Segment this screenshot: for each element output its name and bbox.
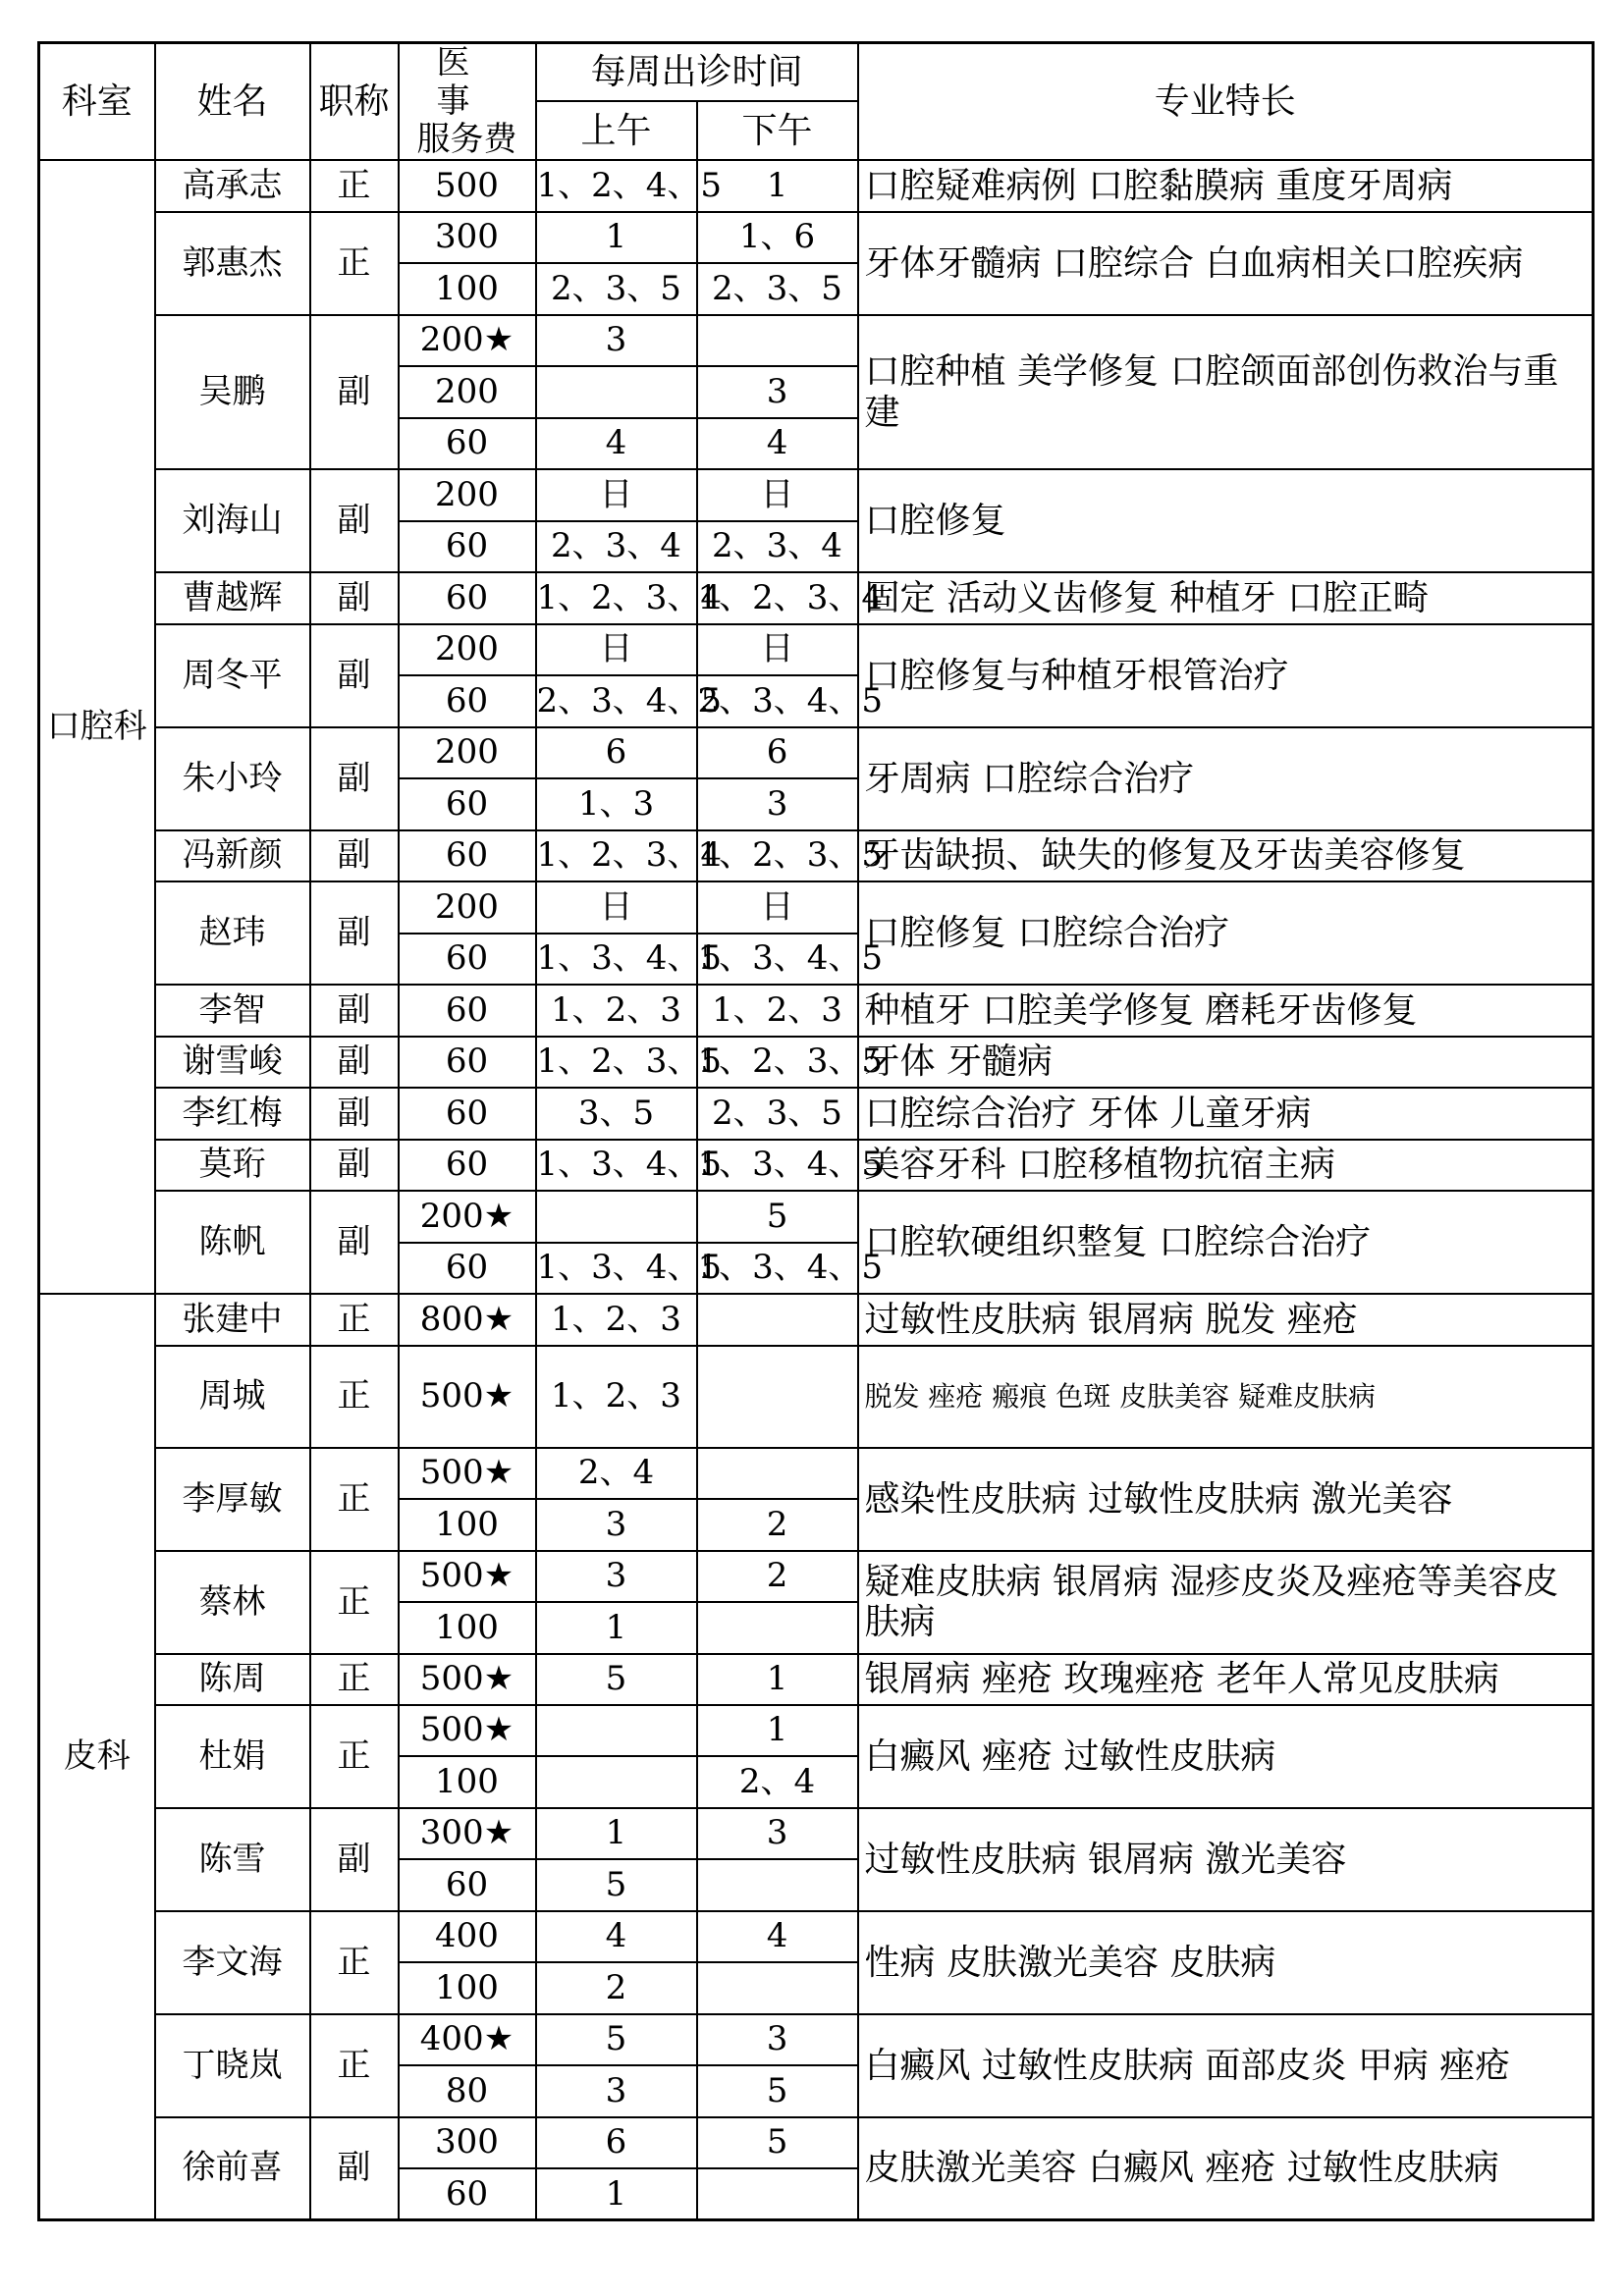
fee-cell: 500★ [399, 1654, 536, 1705]
pm-schedule-cell: 2、3、4、5 [697, 675, 858, 727]
table-row [39, 1448, 1594, 1500]
fee-cell: 300 [399, 2117, 536, 2169]
fee-cell: 60 [399, 521, 536, 573]
pm-schedule-cell [697, 1346, 858, 1448]
table-row [39, 985, 1594, 1037]
pm-schedule-cell: 4 [697, 418, 858, 470]
doctor-title: 副 [310, 572, 399, 624]
fee-cell: 60 [399, 778, 536, 830]
doctor-name: 徐前喜 [155, 2117, 310, 2220]
specialty-cell: 口腔软硬组织整复 口腔综合治疗 [858, 1191, 1594, 1294]
header-pm: 下午 [697, 101, 858, 160]
pm-schedule-cell: 2、4 [697, 1756, 858, 1808]
table-row [39, 830, 1594, 882]
table-row [39, 469, 1594, 521]
specialty-cell: 口腔疑难病例 口腔黏膜病 重度牙周病 [858, 160, 1594, 212]
specialty-cell: 感染性皮肤病 过敏性皮肤病 激光美容 [858, 1448, 1594, 1551]
specialty-cell: 性病 皮肤激光美容 皮肤病 [858, 1911, 1594, 2014]
pm-schedule-cell: 1、2、3 [697, 985, 858, 1037]
am-schedule-cell: 2、4 [536, 1448, 697, 1500]
pm-schedule-cell: 日 [697, 469, 858, 521]
specialty-cell: 口腔修复与种植牙根管治疗 [858, 624, 1594, 727]
am-schedule-cell: 3、5 [536, 1088, 697, 1140]
pm-schedule-cell: 2 [697, 1551, 858, 1603]
am-schedule-cell: 6 [536, 2117, 697, 2169]
am-schedule-cell: 1、3 [536, 778, 697, 830]
fee-cell: 60 [399, 2168, 536, 2220]
fee-cell: 60 [399, 418, 536, 470]
fee-cell: 60 [399, 1037, 536, 1089]
am-schedule-cell: 2 [536, 1962, 697, 2014]
am-schedule-cell: 3 [536, 1551, 697, 1603]
specialty-cell: 口腔综合治疗 牙体 儿童牙病 [858, 1088, 1594, 1140]
table-row [39, 1551, 1594, 1603]
specialty-cell: 过敏性皮肤病 银屑病 激光美容 [858, 1808, 1594, 1911]
pm-schedule-cell: 2 [697, 1499, 858, 1551]
fee-cell: 100 [399, 1499, 536, 1551]
am-schedule-cell [536, 1705, 697, 1757]
fee-cell: 60 [399, 830, 536, 882]
header-schedule: 每周出诊时间 [536, 43, 858, 102]
doctor-name: 冯新颜 [155, 830, 310, 882]
doctor-title: 副 [310, 830, 399, 882]
am-schedule-cell: 4 [536, 1911, 697, 1963]
fee-cell: 200★ [399, 315, 536, 367]
header-am: 上午 [536, 101, 697, 160]
fee-cell: 100 [399, 1602, 536, 1654]
fee-cell: 400★ [399, 2014, 536, 2066]
pm-schedule-cell: 5 [697, 2117, 858, 2169]
dept-cell: 皮科 [39, 1294, 155, 2220]
am-schedule-cell: 3 [536, 315, 697, 367]
pm-schedule-cell: 5 [697, 2065, 858, 2117]
am-schedule-cell: 1 [536, 212, 697, 264]
am-schedule-cell: 1、2、3、4 [536, 830, 697, 882]
pm-schedule-cell: 日 [697, 881, 858, 934]
doctor-schedule-table [37, 41, 1595, 2221]
doctor-name: 李文海 [155, 1911, 310, 2014]
pm-schedule-cell [697, 1859, 858, 1911]
pm-schedule-cell: 1、2、3、4 [697, 572, 858, 624]
specialty-cell: 脱发 痤疮 瘢痕 色斑 皮肤美容 疑难皮肤病 [858, 1346, 1594, 1448]
pm-schedule-cell [697, 1448, 858, 1500]
fee-cell: 200★ [399, 1191, 536, 1243]
am-schedule-cell: 1、3、4、5 [536, 1243, 697, 1295]
am-schedule-cell: 6 [536, 727, 697, 779]
pm-schedule-cell: 4 [697, 1911, 858, 1963]
table-row [39, 624, 1594, 676]
pm-schedule-cell: 1 [697, 1654, 858, 1705]
am-schedule-cell: 4 [536, 418, 697, 470]
pm-schedule-cell: 5 [697, 1191, 858, 1243]
pm-schedule-cell: 3 [697, 1808, 858, 1860]
doctor-name: 莫珩 [155, 1140, 310, 1192]
specialty-cell: 过敏性皮肤病 银屑病 脱发 痤疮 [858, 1294, 1594, 1346]
doctor-title: 副 [310, 2117, 399, 2220]
am-schedule-cell: 2、3、4、5 [536, 675, 697, 727]
fee-cell: 200 [399, 624, 536, 676]
fee-cell: 60 [399, 985, 536, 1037]
doctor-name: 朱小玲 [155, 727, 310, 830]
table-row [39, 727, 1594, 779]
fee-cell: 500★ [399, 1551, 536, 1603]
pm-schedule-cell: 1、3、4、5 [697, 1243, 858, 1295]
table-row [39, 572, 1594, 624]
table-row [39, 1654, 1594, 1705]
am-schedule-cell: 1 [536, 1808, 697, 1860]
header-specialty: 专业特长 [858, 43, 1594, 161]
doctor-title: 正 [310, 1346, 399, 1448]
doctor-name: 陈周 [155, 1654, 310, 1705]
fee-cell: 80 [399, 2065, 536, 2117]
am-schedule-cell: 1、2、4、5 [536, 160, 697, 212]
doctor-name: 吴鹏 [155, 315, 310, 470]
pm-schedule-cell: 2、3、5 [697, 263, 858, 315]
pm-schedule-cell: 1 [697, 1705, 858, 1757]
table-row [39, 1191, 1594, 1243]
specialty-cell: 皮肤激光美容 白癜风 痤疮 过敏性皮肤病 [858, 2117, 1594, 2220]
am-schedule-cell: 5 [536, 1859, 697, 1911]
fee-cell: 60 [399, 572, 536, 624]
doctor-title: 正 [310, 1551, 399, 1654]
am-schedule-cell: 5 [536, 2014, 697, 2066]
pm-schedule-cell: 1、3、4、5 [697, 1140, 858, 1192]
pm-schedule-cell [697, 1602, 858, 1654]
fee-cell: 60 [399, 675, 536, 727]
table-row [39, 1808, 1594, 1860]
specialty-cell: 口腔种植 美学修复 口腔颌面部创伤救治与重建 [858, 315, 1594, 470]
am-schedule-cell: 1 [536, 1602, 697, 1654]
header-fee [399, 43, 536, 161]
pm-schedule-cell [697, 1294, 858, 1346]
fee-cell: 200 [399, 366, 536, 418]
doctor-name: 李智 [155, 985, 310, 1037]
fee-cell: 100 [399, 1962, 536, 2014]
specialty-cell: 白癜风 痤疮 过敏性皮肤病 [858, 1705, 1594, 1808]
fee-cell: 60 [399, 1140, 536, 1192]
header-title: 职称 [310, 43, 399, 161]
pm-schedule-cell: 6 [697, 727, 858, 779]
doctor-title: 副 [310, 1037, 399, 1089]
fee-cell: 200 [399, 881, 536, 934]
specialty-cell: 种植牙 口腔美学修复 磨耗牙齿修复 [858, 985, 1594, 1037]
pm-schedule-cell: 日 [697, 624, 858, 676]
fee-cell: 60 [399, 1243, 536, 1295]
table-row [39, 1346, 1594, 1448]
am-schedule-cell: 1、2、3 [536, 985, 697, 1037]
doctor-title: 副 [310, 624, 399, 727]
pm-schedule-cell [697, 1962, 858, 2014]
fee-cell: 100 [399, 263, 536, 315]
pm-schedule-cell: 3 [697, 366, 858, 418]
specialty-cell: 牙体牙髓病 口腔综合 白血病相关口腔疾病 [858, 212, 1594, 315]
doctor-name: 周城 [155, 1346, 310, 1448]
am-schedule-cell: 日 [536, 624, 697, 676]
doctor-name: 赵玮 [155, 881, 310, 985]
doctor-title: 正 [310, 1294, 399, 1346]
fee-cell: 500★ [399, 1448, 536, 1500]
am-schedule-cell: 1、3、4、5 [536, 1140, 697, 1192]
doctor-title: 正 [310, 160, 399, 212]
am-schedule-cell [536, 366, 697, 418]
doctor-name: 郭惠杰 [155, 212, 310, 315]
table-row [39, 2117, 1594, 2169]
doctor-title: 正 [310, 1448, 399, 1551]
am-schedule-cell: 1、2、3、5 [536, 1037, 697, 1089]
am-schedule-cell [536, 1191, 697, 1243]
doctor-name: 蔡林 [155, 1551, 310, 1654]
am-schedule-cell: 1 [536, 2168, 697, 2220]
fee-cell: 60 [399, 934, 536, 986]
am-schedule-cell: 日 [536, 469, 697, 521]
pm-schedule-cell: 3 [697, 2014, 858, 2066]
specialty-cell: 白癜风 过敏性皮肤病 面部皮炎 甲病 痤疮 [858, 2014, 1594, 2117]
table-row [39, 1037, 1594, 1089]
doctor-title: 正 [310, 1911, 399, 2014]
am-schedule-cell: 5 [536, 1654, 697, 1705]
header-name: 姓名 [155, 43, 310, 161]
doctor-name: 丁晓岚 [155, 2014, 310, 2117]
doctor-title: 副 [310, 469, 399, 572]
header-dept: 科室 [39, 43, 155, 161]
pm-schedule-cell: 1、2、3、5 [697, 1037, 858, 1089]
doctor-name: 李厚敏 [155, 1448, 310, 1551]
am-schedule-cell: 3 [536, 2065, 697, 2117]
fee-cell: 300 [399, 212, 536, 264]
specialty-cell: 口腔修复 口腔综合治疗 [858, 881, 1594, 985]
table-row [39, 315, 1594, 367]
fee-cell: 800★ [399, 1294, 536, 1346]
doctor-title: 副 [310, 1191, 399, 1294]
pm-schedule-cell [697, 2168, 858, 2220]
doctor-name: 李红梅 [155, 1088, 310, 1140]
table-row [39, 160, 1594, 212]
table-row [39, 1705, 1594, 1757]
fee-cell: 500★ [399, 1346, 536, 1448]
doctor-title: 正 [310, 1654, 399, 1705]
pm-schedule-cell: 1、6 [697, 212, 858, 264]
doctor-title: 副 [310, 1088, 399, 1140]
fee-cell: 500★ [399, 1705, 536, 1757]
doctor-title: 副 [310, 1808, 399, 1911]
fee-cell: 400 [399, 1911, 536, 1963]
specialty-cell: 银屑病 痤疮 玫瑰痤疮 老年人常见皮肤病 [858, 1654, 1594, 1705]
table-body [39, 160, 1594, 2220]
am-schedule-cell: 1、3、4、5 [536, 934, 697, 986]
fee-cell: 200 [399, 727, 536, 779]
table-row [39, 881, 1594, 934]
doctor-title: 正 [310, 212, 399, 315]
doctor-name: 张建中 [155, 1294, 310, 1346]
specialty-cell: 牙齿缺损、缺失的修复及牙齿美容修复 [858, 830, 1594, 882]
doctor-title: 副 [310, 985, 399, 1037]
table-row [39, 1088, 1594, 1140]
fee-cell: 200 [399, 469, 536, 521]
am-schedule-cell: 1、2、3、4 [536, 572, 697, 624]
am-schedule-cell: 3 [536, 1499, 697, 1551]
specialty-cell: 口腔修复 [858, 469, 1594, 572]
fee-cell: 60 [399, 1859, 536, 1911]
header-fee-line1: 医 事 [436, 43, 498, 122]
doctor-name: 杜娟 [155, 1705, 310, 1808]
table-row [39, 1294, 1594, 1346]
doctor-name: 刘海山 [155, 469, 310, 572]
fee-cell: 100 [399, 1756, 536, 1808]
specialty-cell: 疑难皮肤病 银屑病 湿疹皮炎及痤疮等美容皮肤病 [858, 1551, 1594, 1654]
pm-schedule-cell: 3 [697, 778, 858, 830]
specialty-cell: 美容牙科 口腔移植物抗宿主病 [858, 1140, 1594, 1192]
am-schedule-cell: 1、2、3 [536, 1346, 697, 1448]
pm-schedule-cell: 2、3、5 [697, 1088, 858, 1140]
fee-cell: 500 [399, 160, 536, 212]
doctor-name: 陈雪 [155, 1808, 310, 1911]
doctor-title: 副 [310, 727, 399, 830]
am-schedule-cell: 2、3、5 [536, 263, 697, 315]
dept-cell: 口腔科 [39, 160, 155, 1294]
specialty-cell: 牙体 牙髓病 [858, 1037, 1594, 1089]
table-row [39, 1140, 1594, 1192]
header-fee-line2: 服务费 [416, 120, 517, 160]
doctor-title: 正 [310, 2014, 399, 2117]
doctor-title: 副 [310, 315, 399, 470]
doctor-name: 周冬平 [155, 624, 310, 727]
table-row [39, 2014, 1594, 2066]
specialty-cell: 牙周病 口腔综合治疗 [858, 727, 1594, 830]
table-row [39, 212, 1594, 264]
specialty-cell: 固定 活动义齿修复 种植牙 口腔正畸 [858, 572, 1594, 624]
am-schedule-cell: 1、2、3 [536, 1294, 697, 1346]
table-row [39, 1911, 1594, 1963]
pm-schedule-cell [697, 315, 858, 367]
doctor-title: 正 [310, 1705, 399, 1808]
pm-schedule-cell: 1 [697, 160, 858, 212]
pm-schedule-cell: 2、3、4 [697, 521, 858, 573]
am-schedule-cell [536, 1756, 697, 1808]
am-schedule-cell: 2、3、4 [536, 521, 697, 573]
doctor-name: 谢雪峻 [155, 1037, 310, 1089]
doctor-name: 高承志 [155, 160, 310, 212]
doctor-title: 副 [310, 881, 399, 985]
pm-schedule-cell: 1、2、3、5 [697, 830, 858, 882]
doctor-title: 副 [310, 1140, 399, 1192]
doctor-name: 曹越辉 [155, 572, 310, 624]
fee-cell: 300★ [399, 1808, 536, 1860]
fee-cell: 60 [399, 1088, 536, 1140]
doctor-name: 陈帆 [155, 1191, 310, 1294]
pm-schedule-cell: 1、3、4、5 [697, 934, 858, 986]
am-schedule-cell: 日 [536, 881, 697, 934]
